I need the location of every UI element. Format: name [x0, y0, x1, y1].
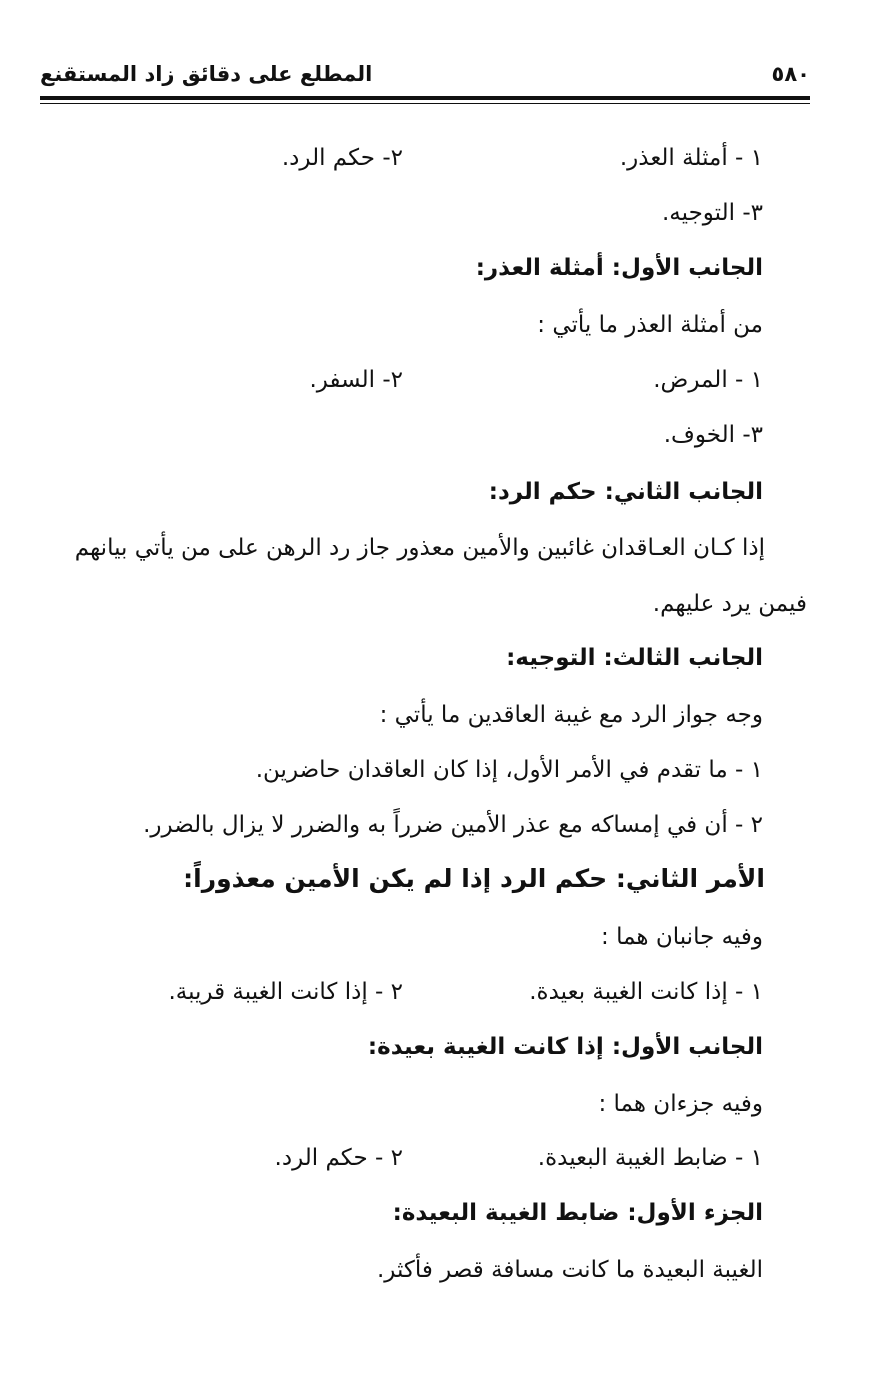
list-item: ١ - إذا كانت الغيبة بعيدة. [529, 979, 763, 1005]
paragraph: وفيه جزءان هما : [598, 1091, 763, 1117]
section-heading: الأمر الثاني: حكم الرد إذا لم يكن الأمين معذوراً: [183, 864, 765, 893]
list-item: ٢ - إذا كانت الغيبة قريبة. [168, 979, 403, 1005]
paragraph: الغيبة البعيدة ما كانت مسافة قصر فأكثر. [376, 1257, 763, 1283]
paragraph: وجه جواز الرد مع غيبة العاقدين ما يأتي : [379, 702, 763, 728]
section-heading: الجانب الثاني: حكم الرد: [488, 479, 763, 505]
header-rule-thick [40, 96, 810, 100]
paragraph-line: فيمن يرد عليهم. [652, 591, 807, 617]
page-header [40, 58, 810, 98]
section-heading: الجزء الأول: ضابط الغيبة البعيدة: [392, 1200, 763, 1226]
section-heading: الجانب الأول: أمثلة العذر: [475, 255, 763, 281]
paragraph-line: إذا كـان العـاقدان غائبين والأمين معذور جاز رد الرهن على من يأتي بيانهم [74, 535, 765, 561]
paragraph: وفيه جانبان هما : [601, 924, 763, 950]
paragraph: من أمثلة العذر ما يأتي : [537, 312, 763, 338]
list-item: ٢- السفر. [309, 367, 403, 393]
list-item: ١ - ما تقدم في الأمر الأول، إذا كان العاقدان حاضرين. [255, 757, 763, 783]
list-item: ١ - المرض. [653, 367, 763, 393]
section-heading: الجانب الثالث: التوجيه: [506, 645, 763, 671]
section-heading: الجانب الأول: إذا كانت الغيبة بعيدة: [367, 1034, 763, 1060]
list-item: ٣- التوجيه. [662, 200, 763, 226]
list-item: ٣- الخوف. [663, 422, 763, 448]
list-item: ١ - ضابط الغيبة البعيدة. [537, 1145, 763, 1171]
book-title: المطلع على دقائق زاد المستقنع [40, 62, 373, 86]
header-rule-thin [40, 103, 810, 104]
list-item: ١ - أمثلة العذر. [619, 145, 763, 171]
list-item: ٢- حكم الرد. [281, 145, 403, 171]
list-item: ٢ - أن في إمساكه مع عذر الأمين ضرراً به والضرر لا يزال بالضرر. [143, 812, 763, 838]
list-item: ٢ - حكم الرد. [274, 1145, 403, 1171]
page-number: ٥٨٠ [771, 62, 810, 86]
